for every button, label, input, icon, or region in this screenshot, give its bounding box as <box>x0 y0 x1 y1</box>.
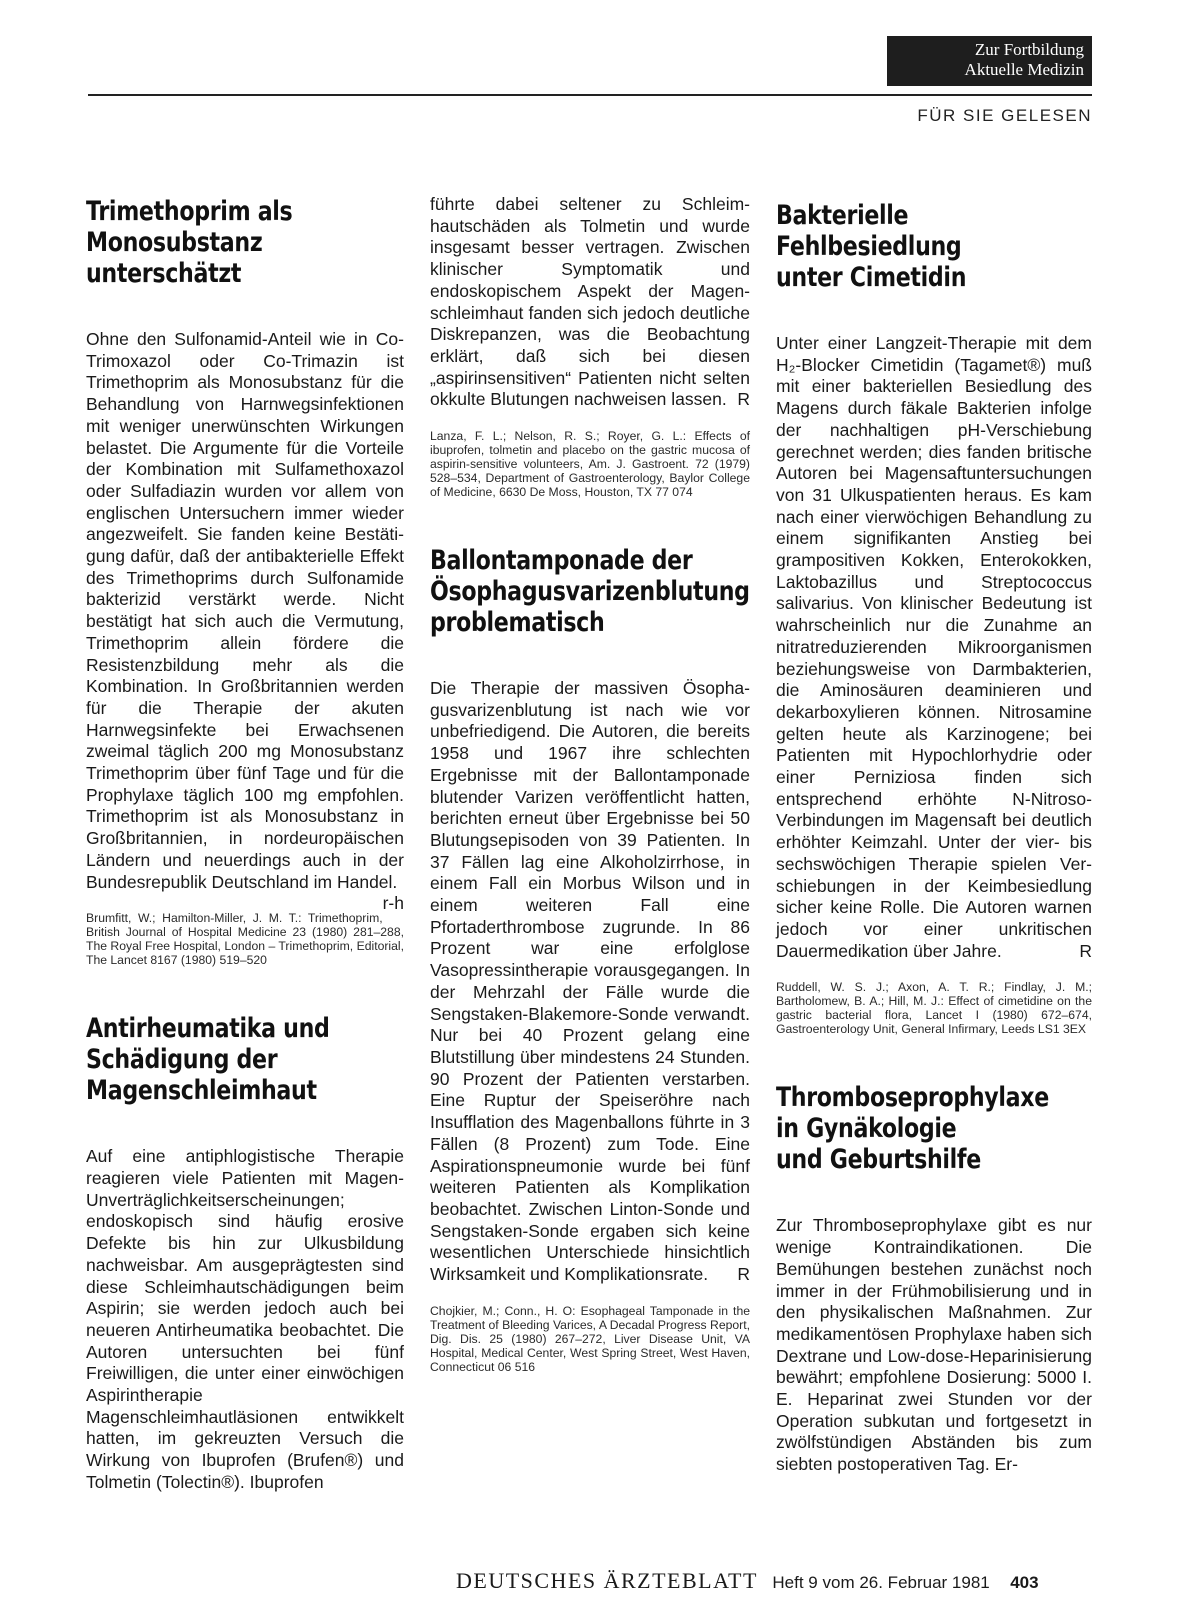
article-title: Thromboseprophylaxe in Gynäkologie und Geburtshilfe <box>776 1082 1049 1176</box>
article-title: Antirheumatika und Schädigung der Magenschleimhaut <box>86 1013 330 1107</box>
article-body-text: Ohne den Sulfonamid-Anteil wie in Co-Trimoxazol oder Co-Trimazin ist Trimethoprim als Monosubstanz für die Behandlung von Harnwegsinfektionen mit weniger unerwünschten Wirkungen belastet. Die Argumente für die Vorteile der Kombination mit Sulfamethoxazol oder Sulfadiazin wurden vor allem von englischen Untersuchern immer wieder angezweifelt. Sie fanden keine Bestätigung dafür, daß der antibakterielle Effekt des Trimethoprims durch Sulfonamide bakterizid verstärkt werde. Nicht bestätigt hat sich auch die Vermutung, Trimethoprim allein fördere die Resistenzbildung mehr als die Kombination. In Großbritannien werden für die Therapie der akuten Harnwegsinfekte bei Erwachsenen zweimal täglich 200 mg Monosubstanz Trimethoprim über fünf Tage und für die Prophylaxe täglich 100 mg empfohlen. Trimethoprim ist als Monosubstanz in Großbritannien, in nordeuropäischen Ländern und neuerdings auch in der Bundesrepublik Deutschland im Handel. <box>86 329 404 892</box>
article-body-continued <box>430 194 750 411</box>
article-body <box>86 329 404 914</box>
issue-info: Heft 9 vom 26. Februar 1981 <box>772 1573 990 1592</box>
article-cimetidin <box>776 200 1092 1036</box>
article-body-text: Die Therapie der massiven Ösophagusvarizenblutung ist nach wie vor unbefriedigend. Die Autoren, die bereits 1958 und 1967 ihre schlechten Ergebnisse mit der Ballontamponade blutender Varizen veröffentlicht hatten, berichten erneut über Ergebnisse bei 50 Blutungsepisoden von 39 Patienten. In 37 Fällen lag eine Alkoholzirrhose, in einem Fall ein Morbus Wilson und in einem weiteren Fall eine Pfortaderthrombose zugrunde. In 86 Prozent war eine erfolglose Vasopressintherapie vorausgegangen. In der Mehrzahl der Fälle wurde die Sengstaken-Blakemore-Sonde verwandt. Nur bei 40 Prozent gelang eine Blutstillung über mindestens 24 Stunden. 90 Prozent der Patienten verstarben. Eine Ruptur der Speiseröhre nach Insufflation des Magenballons führte in 3 Fällen (8 Prozent) zum Tode. Eine Aspirationspneumonie wurde bei fünf weiteren Patienten als Komplikation beobachtet. Zwischen Linton-Sonde und Sengstaken-Sonde ergaben sich keine wesentlichen Unterschiede hinsichtlich Wirksamkeit und Komplikationsrate. <box>430 678 750 1285</box>
page-number: 403 <box>1010 1573 1039 1592</box>
article-thromboseprophylaxe <box>776 1082 1092 1475</box>
column-left <box>86 196 404 1494</box>
section-label-box <box>887 36 1092 86</box>
article-reference: Brumfitt, W.; Hamilton-Miller, J. M. T.: Trimethoprim, British Journal of Hospital Medicine 23 (1980) 281–288, The Royal Free Hospital, London – Trimethoprim, Editorial, The Lancet 8167 (1980) 519–520 <box>86 911 404 968</box>
author-signature: R <box>1079 940 1092 961</box>
section-label-line1: Zur Fortbildung <box>974 40 1084 59</box>
journal-name: DEUTSCHES ÄRZTEBLATT <box>456 1568 758 1593</box>
article-title: Trimethoprim als Monosubstanz unterschätzt <box>86 196 293 289</box>
article-ballontamponade <box>430 545 750 1374</box>
author-signature: r-h <box>382 893 404 914</box>
article-body-text: führte dabei seltener zu Schleimhautschäden als Tolmetin und wurde insgesamt besser vertragen. Zwischen klinischer Symptomatik und endoskopischem Aspekt der Magenschleimhaut fanden sich jedoch deutliche Diskrepanzen, was die Beobachtung erklärt, daß sich bei diesen „aspirinsensitiven“ Patienten nicht selten okkulte Blutungen nachweisen lassen. <box>430 194 750 410</box>
column-right <box>776 200 1092 1476</box>
rubric-label: FÜR SIE GELESEN <box>917 106 1092 125</box>
article-reference: Lanza, F. L.; Nelson, R. S.; Royer, G. L.: Effects of ibuprofen, tolmetin and placebo on the gastric mucosa of aspirin-sensitive volunteers, Am. J. Gastroent. 72 (1979) 528–534, Department of Gastroenterology, Baylor College of Medicine, 6630 De Moss, Houston, TX 77 074 <box>430 429 750 500</box>
article-antirheumatika <box>86 1013 404 1493</box>
article-reference: Ruddell, W. S. J.; Axon, A. T. R.; Findlay, J. M.; Bartholomew, B. A.; Hill, M. J.: Effect of cimetidine on the gastric bacterial flora, Lancet I (1980) 672–674, Gastroenterology Unit, General Infirmary, Leeds LS1 3EX <box>776 980 1092 1037</box>
article-reference: Chojkier, M.; Conn., H. O: Esophageal Tamponade in the Treatment of Bleeding Varices, A Decadal Progress Report, Dig. Dis. 25 (1980) 267–272, Liver Disease Unit, VA Hospital, Medical Center, West Spring Street, West Haven, Connecticut 06 516 <box>430 1303 750 1374</box>
article-body <box>430 678 750 1286</box>
section-label-line2: Aktuelle Medizin <box>964 60 1084 79</box>
article-body: Auf eine antiphlogistische Therapie reagieren viele Patienten mit Magen-Unverträglichkeitserscheinungen; endoskopisch sind häufig erosive Defekte bis hin zur Ulkusbildung nachweisbar. Am ausgeprägtesten sind diese Schleimhautschädigungen beim Aspirin; sie werden jedoch auch bei neueren Antirheumatika beobachtet. Die Autoren untersuchten bei fünf Freiwilligen, die unter einer einwöchigen Aspirintherapie Magenschleimhautläsionen entwikkelt hatten, im gekreuzten Versuch die Wirkung von Ibuprofen (Brufen®) und Tolmetin (Tolectin®). Ibuprofen <box>86 1146 404 1492</box>
article-body: Zur Thromboseprophylaxe gibt es nur wenige Kontraindikationen. Die Bemühungen bestehen zunächst noch immer in der Frühmobilisierung und in den physikalischen Maßnahmen. Zur medikamentösen Prophylaxe haben sich Dextrane und Low-dose-Heparinisierung bewährt; empfohlene Dosierung: 5000 I. E. Heparinat zwei Stunden vor der Operation subkutan und fortgesetzt in zwölfstündigen Abständen bis zum siebten postoperativen Tag. Er- <box>776 1215 1092 1475</box>
page-footer <box>456 1568 1039 1594</box>
author-signature: R <box>737 389 750 410</box>
article-body-text: Unter einer Langzeit-Therapie mit dem H₂-Blocker Cimetidin (Tagamet®) muß mit einer bakteriellen Besiedlung des Magens durch fäkale Bakterien infolge der nachhaltigen pH-Verschiebung gerechnet werden; dies fanden britische Autoren bei Magensaftuntersuchungen von 31 Ulkuspatienten heraus. Es kam nach einer vierwöchigen Behandlung zu einem signifikanten Anstieg bei grampositiven Kokken, Enterokokken, Laktobazillus und Streptococcus salivarius. Von klinischer Bedeutung ist wahrscheinlich nur die Zunahme an nitratreduzierenden Mikroorganismen beziehungsweise von Darmbakterien, die Aminosäuren deaminieren und dekarboxylieren können. Nitrosamine gelten heute als Karzinogene; bei Patienten mit Hypochlorhydrie oder einer Perniziosa finden sich entsprechend erhöhte N-Nitroso-Verbindungen im Magensaft bei deutlich erhöhter Keimzahl. Unter der vier- bis sechswöchigen Therapie spielen Verschiebungen in der Keimbesiedlung sicher keine Rolle. Die Autoren warnen jedoch vor einer unkritischen Dauermedikation über Jahre. <box>776 333 1092 961</box>
article-title: Ballontamponade der Ösophagusvarizenblutung problematisch <box>430 545 750 639</box>
article-title: Bakterielle Fehlbesiedlung unter Cimetidin <box>776 200 967 293</box>
article-trimethoprim <box>86 196 404 967</box>
author-signature: R <box>737 1264 750 1285</box>
header-rule <box>88 94 1092 96</box>
article-body <box>776 333 1092 962</box>
column-middle <box>430 194 750 1374</box>
article-antirheumatika-continued <box>430 194 750 499</box>
